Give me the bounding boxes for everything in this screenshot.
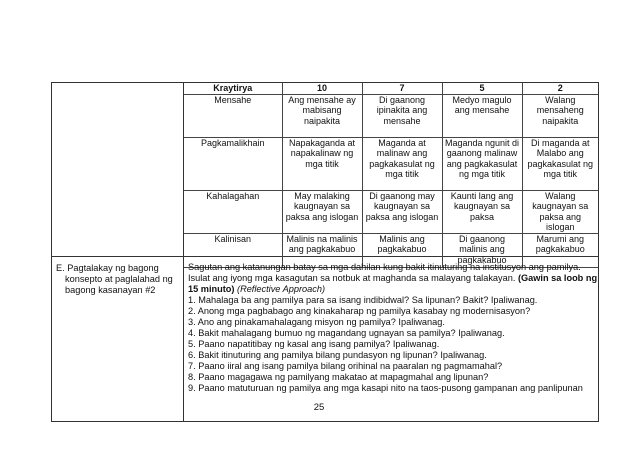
question-item: 5. Paano napatitibay ng kasal ang isang pamilya? Ipaliwanag. xyxy=(188,339,440,349)
rubric-cell: Medyo magulo ang mensahe xyxy=(442,94,522,137)
rubric-header-row xyxy=(184,83,598,94)
question-item: 1. Mahalaga ba ang pamilya para sa isang indibidwal? Sa lipunan? Bakit? Ipaliwanag. xyxy=(188,295,538,305)
rubric-cell: Ang mensahe ay mabisang naipakita xyxy=(282,94,362,137)
rubric-cell: Walang kaugnayan sa paksa ang islogan xyxy=(522,190,598,233)
question-item: 3. Ano ang pinakamahalagang misyon ng pamilya? Ipaliwanag. xyxy=(188,317,445,327)
rubric-cell: Marumi ang pagkakabuo xyxy=(522,233,598,267)
question-item: 9. Paano matuturuan ng pamilya ang mga kasapi nito na taos-pusong gampanan ang panlipunan xyxy=(188,383,583,393)
rubric-criterion: Mensahe xyxy=(184,94,282,137)
rubric-cell: Maganda ngunit di gaanong malinaw ang pagkakasulat ng mga titik xyxy=(442,137,522,190)
rubric-cell: Walang mensaheng naipakita xyxy=(522,94,598,137)
page-number: 25 xyxy=(313,402,325,413)
rubric-cell: Malinis ang pagkakabuo xyxy=(362,233,442,267)
rubric-row xyxy=(184,94,598,137)
rubric-header: 5 xyxy=(442,83,522,94)
question-item: 4. Bakit mahalagang bumuo ng magandang ugnayan sa pamilya? Ipaliwanag. xyxy=(188,328,505,338)
time-limit: (Gawin sa loob ng 15 minuto) xyxy=(188,273,598,294)
rubric-cell: Di gaanong malinis ang pagkakabuo xyxy=(442,233,522,267)
rubric-table xyxy=(184,83,598,268)
lesson-table xyxy=(51,82,599,422)
section-label-line: E. Pagtalakay ng bagong xyxy=(56,263,159,273)
rubric-header: 7 xyxy=(362,83,442,94)
rubric-cell: Di gaanong ipinakita ang mensahe xyxy=(362,94,442,137)
rubric-criterion: Pagkamalikhain xyxy=(184,137,282,190)
rubric-cell: Napakaganda at napakalinaw ng mga titik xyxy=(282,137,362,190)
instructions-block xyxy=(188,262,598,394)
rubric-cell: Di gaanong may kaugnayan sa paksa ang islogan xyxy=(362,190,442,233)
rubric-header: 10 xyxy=(282,83,362,94)
question-item: 6. Bakit itinuturing ang pamilya bilang pundasyon ng lipunan? Ipaliwanag. xyxy=(188,350,487,360)
section-label-line: konsepto at paglalahad ng xyxy=(65,274,173,284)
rubric-cell: May malaking kaugnayan sa paksa ang islogan xyxy=(282,190,362,233)
rubric-cell: Di maganda at Malabo ang pagkakasulat ng mga titik xyxy=(522,137,598,190)
question-item: 7. Paano iiral ang isang pamilya bilang orihinal na paaralan ng pagmamahal? xyxy=(188,361,503,371)
rubric-criterion: Kalinisan xyxy=(184,233,282,267)
rubric-header: Kraytirya xyxy=(184,83,282,94)
approach: (Reflective Approach) xyxy=(234,284,326,294)
rubric-cell: Malinis na malinis ang pagkakabuo xyxy=(282,233,362,267)
instructions-intro: Sagutan ang katanungan batay sa mga dahilan kung bakit itinuturing na institusyon ang pamilya. Isulat ang iyong mga kasagutan sa notbuk at maghanda sa malayang talakayan. (Gawin sa loob ng 15 minuto) (Reflective Approach) xyxy=(188,262,598,294)
section-label xyxy=(56,263,180,296)
rubric-criterion: Kahalagahan xyxy=(184,190,282,233)
section-label-line: bagong kasanayan #2 xyxy=(65,285,156,295)
rubric-row xyxy=(184,190,598,233)
rubric-cell: Kaunti lang ang kaugnayan sa paksa xyxy=(442,190,522,233)
rubric-row xyxy=(184,137,598,190)
rubric-cell: Maganda at malinaw ang pagkakasulat ng mga titik xyxy=(362,137,442,190)
rubric-header: 2 xyxy=(522,83,598,94)
question-item: 2. Anong mga pagbabago ang kinakaharap ng pamilya kasabay ng modernisasyon? xyxy=(188,306,531,316)
question-item: 8. Paano magagawa ng pamilyang makatao at mapagmahal ang lipunan? xyxy=(188,372,489,382)
